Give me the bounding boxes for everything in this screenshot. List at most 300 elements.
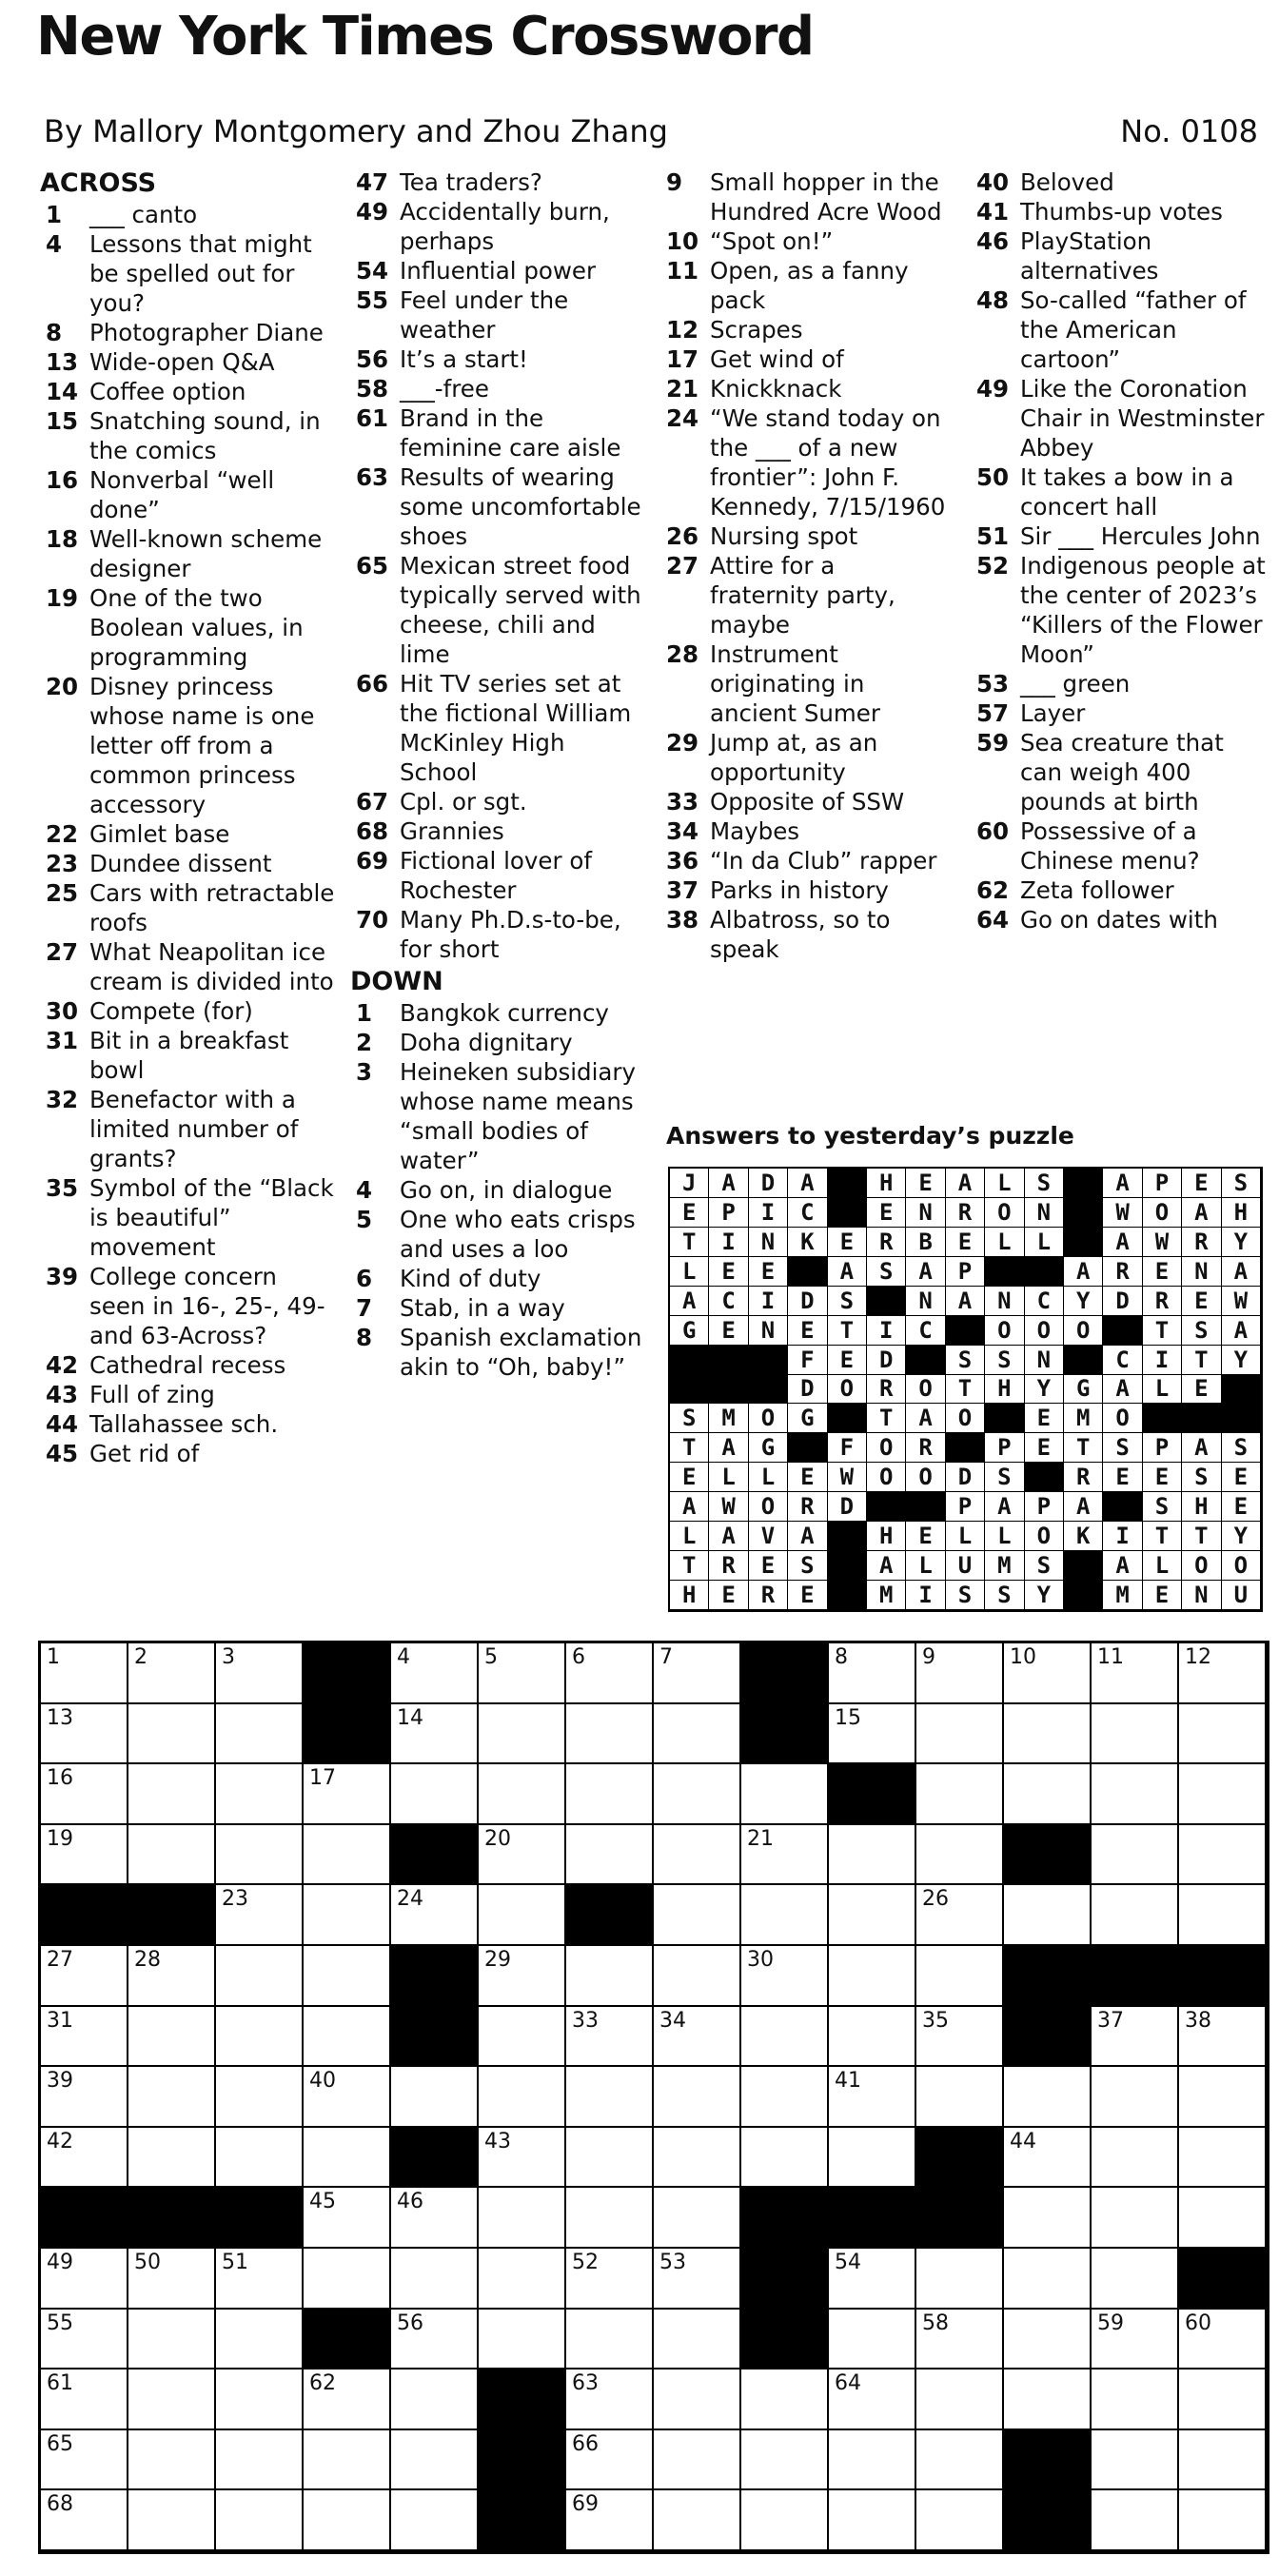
grid-cell[interactable]	[304, 2370, 391, 2430]
answer-letter-cell: D	[946, 1463, 985, 1492]
answer-letter-cell: L	[709, 1463, 748, 1492]
grid-cell[interactable]	[654, 1885, 741, 1946]
grid-cell[interactable]	[216, 2430, 304, 2491]
clue-number: 45	[46, 1440, 79, 1467]
clue-number: 63	[356, 463, 389, 491]
grid-cell[interactable]	[916, 2007, 1004, 2068]
grid-cell[interactable]	[216, 1946, 304, 2007]
clue-number: 38	[666, 906, 699, 934]
grid-cell[interactable]	[1179, 1704, 1267, 1765]
answer-letter-cell: L	[1143, 1551, 1182, 1581]
answer-letter-cell: O	[1222, 1551, 1261, 1581]
grid-cell[interactable]	[391, 2188, 479, 2249]
clue-text: Results of wearing some uncomfortable shoes	[400, 463, 641, 550]
down-clue-49	[971, 374, 1268, 462]
answer-letter-cell: S	[788, 1551, 827, 1581]
grid-cell[interactable]	[741, 2067, 829, 2128]
grid-cell[interactable]	[916, 2430, 1004, 2491]
clue-number: 1	[356, 999, 373, 1027]
grid-cell[interactable]	[1004, 1643, 1092, 1704]
answer-letter-cell: P	[946, 1257, 985, 1287]
answer-letter-cell: Y	[1025, 1581, 1064, 1610]
down-clue-59	[971, 728, 1268, 816]
down-clue-11	[660, 256, 951, 315]
grid-cell[interactable]	[1004, 2249, 1092, 2310]
grid-cell[interactable]	[479, 2007, 566, 2068]
grid-cell[interactable]	[566, 2430, 654, 2491]
grid-cell[interactable]	[1092, 2370, 1179, 2430]
answer-letter-cell: E	[867, 1198, 906, 1228]
answer-letter-cell: R	[1143, 1287, 1182, 1316]
clue-text: Accidentally burn, perhaps	[400, 198, 610, 255]
across-clue-32	[40, 1085, 335, 1173]
grid-cell[interactable]	[304, 1764, 391, 1825]
grid-cell[interactable]	[566, 1704, 654, 1765]
cell-number: 7	[659, 1645, 673, 1669]
down-clue-21	[660, 374, 951, 403]
grid-cell[interactable]	[1092, 1643, 1179, 1704]
cell-number: 53	[659, 2251, 686, 2274]
grid-cell[interactable]	[916, 1764, 1004, 1825]
grid-cell[interactable]	[1004, 2188, 1092, 2249]
clue-number: 52	[976, 552, 1010, 580]
grid-cell[interactable]	[654, 2370, 741, 2430]
cell-number: 13	[47, 1705, 73, 1730]
grid-cell[interactable]	[829, 2310, 916, 2370]
grid-cell[interactable]	[128, 2490, 216, 2551]
grid-cell[interactable]	[41, 2430, 128, 2491]
grid-cell[interactable]	[216, 2310, 304, 2370]
grid-cell[interactable]	[654, 1825, 741, 1886]
answer-letter-cell: A	[906, 1257, 945, 1287]
grid-cell[interactable]	[216, 2067, 304, 2128]
grid-cell[interactable]	[41, 1704, 128, 1765]
answer-letter-cell: I	[1103, 1522, 1142, 1551]
clue-number: 17	[666, 345, 699, 373]
across-clue-66	[350, 669, 645, 787]
grid-cell[interactable]	[829, 2128, 916, 2189]
grid-cell[interactable]	[566, 2067, 654, 2128]
grid-cell[interactable]	[1092, 1825, 1179, 1886]
answer-letter-cell: N	[1182, 1257, 1221, 1287]
grid-cell[interactable]	[304, 2249, 391, 2310]
grid-cell[interactable]	[391, 1704, 479, 1765]
grid-cell[interactable]	[41, 2128, 128, 2189]
answer-black-square	[867, 1492, 906, 1522]
clue-number: 44	[46, 1410, 79, 1438]
grid-cell[interactable]	[829, 2370, 916, 2430]
yesterday-answers-grid	[668, 1167, 1263, 1612]
grid-cell[interactable]	[304, 2007, 391, 2068]
black-square	[741, 2188, 829, 2249]
grid-cell[interactable]	[391, 2249, 479, 2310]
grid-cell[interactable]	[1092, 2188, 1179, 2249]
grid-cell[interactable]	[479, 2067, 566, 2128]
across-clue-list-continued	[350, 167, 645, 964]
answer-black-square	[985, 1404, 1024, 1433]
grid-cell[interactable]	[1179, 2490, 1267, 2551]
clue-text: Cathedral recess	[89, 1351, 286, 1379]
clue-number: 13	[46, 348, 79, 376]
down-clue-9	[660, 167, 951, 226]
grid-cell[interactable]	[916, 2370, 1004, 2430]
clue-number: 11	[666, 257, 699, 285]
answer-black-square	[709, 1375, 748, 1405]
grid-cell[interactable]	[829, 2490, 916, 2551]
answer-letter-cell: T	[1182, 1346, 1221, 1375]
grid-cell[interactable]	[654, 2128, 741, 2189]
grid-cell[interactable]	[304, 1825, 391, 1886]
answer-black-square	[1064, 1581, 1103, 1610]
clue-text: Compete (for)	[89, 997, 253, 1025]
grid-cell[interactable]	[1179, 2128, 1267, 2189]
grid-cell[interactable]	[1092, 2310, 1179, 2370]
grid-cell[interactable]	[829, 2249, 916, 2310]
grid-cell[interactable]	[916, 2249, 1004, 2310]
answer-letter-cell: O	[867, 1463, 906, 1492]
down-clue-26	[660, 521, 951, 551]
grid-cell[interactable]	[566, 1764, 654, 1825]
answer-letter-cell: H	[670, 1581, 709, 1610]
grid-cell[interactable]	[128, 2249, 216, 2310]
answer-letter-cell: A	[709, 1433, 748, 1463]
down-clue-4	[350, 1175, 645, 1205]
grid-cell[interactable]	[1179, 1643, 1267, 1704]
grid-cell[interactable]	[41, 2310, 128, 2370]
grid-cell[interactable]	[829, 1946, 916, 2007]
grid-cell[interactable]	[1092, 1764, 1179, 1825]
grid-cell[interactable]	[916, 2067, 1004, 2128]
across-clue-56	[350, 344, 645, 374]
grid-cell[interactable]	[128, 2067, 216, 2128]
cell-number: 17	[309, 1766, 336, 1791]
answer-letter-cell: C	[1103, 1346, 1142, 1375]
across-heading: ACROSS	[40, 168, 157, 198]
grid-cell[interactable]	[479, 2128, 566, 2189]
grid-cell[interactable]	[128, 1825, 216, 1886]
grid-cell[interactable]	[479, 2310, 566, 2370]
grid-cell[interactable]	[741, 1764, 829, 1825]
grid-cell[interactable]	[829, 1704, 916, 1765]
grid-cell[interactable]	[1179, 2067, 1267, 2128]
grid-cell[interactable]	[829, 1643, 916, 1704]
answer-letter-cell: H	[985, 1375, 1024, 1405]
grid-cell[interactable]	[654, 1643, 741, 1704]
grid-cell[interactable]	[41, 1643, 128, 1704]
grid-cell[interactable]	[128, 1764, 216, 1825]
grid-cell[interactable]	[654, 2188, 741, 2249]
clue-text: ___ green	[1020, 670, 1131, 698]
grid-cell[interactable]	[128, 2370, 216, 2430]
grid-cell[interactable]	[1179, 1825, 1267, 1886]
clue-text: So-called “father of the American cartoon”	[1020, 286, 1247, 373]
answer-black-square	[828, 1404, 867, 1433]
grid-cell[interactable]	[741, 2490, 829, 2551]
answer-letter-cell: A	[985, 1492, 1024, 1522]
grid-cell[interactable]	[391, 1643, 479, 1704]
grid-cell[interactable]	[304, 1885, 391, 1946]
grid-cell[interactable]	[479, 2188, 566, 2249]
grid-cell[interactable]	[304, 1946, 391, 2007]
grid-cell[interactable]	[654, 2430, 741, 2491]
grid-cell[interactable]	[566, 2007, 654, 2068]
answer-letter-cell: Y	[1222, 1228, 1261, 1257]
grid-cell[interactable]	[41, 1764, 128, 1825]
down-clue-64	[971, 905, 1268, 934]
answer-letter-cell: A	[1182, 1433, 1221, 1463]
grid-cell[interactable]	[741, 2370, 829, 2430]
answer-letter-cell: T	[670, 1228, 709, 1257]
answer-letter-cell: W	[1222, 1287, 1261, 1316]
grid-cell[interactable]	[1179, 1764, 1267, 1825]
answer-letter-cell: R	[709, 1551, 748, 1581]
grid-cell[interactable]	[1004, 2310, 1092, 2370]
answer-letter-cell: O	[1064, 1316, 1103, 1346]
grid-cell[interactable]	[391, 2370, 479, 2430]
grid-cell[interactable]	[1004, 2067, 1092, 2128]
grid-cell[interactable]	[128, 1643, 216, 1704]
grid-cell[interactable]	[128, 2310, 216, 2370]
grid-cell[interactable]	[741, 1885, 829, 1946]
answer-black-square	[867, 1287, 906, 1316]
grid-cell[interactable]	[1004, 2370, 1092, 2430]
grid-cell[interactable]	[741, 1825, 829, 1886]
grid-cell[interactable]	[1092, 1885, 1179, 1946]
grid-cell[interactable]	[479, 1946, 566, 2007]
answer-letter-cell: F	[788, 1346, 827, 1375]
grid-cell[interactable]	[216, 1643, 304, 1704]
answer-letter-cell: E	[1182, 1375, 1221, 1405]
clue-text: Stab, in a way	[400, 1294, 565, 1322]
grid-cell[interactable]	[566, 2249, 654, 2310]
answer-letter-cell: A	[1222, 1316, 1261, 1346]
cell-number: 54	[835, 2251, 861, 2274]
grid-cell[interactable]	[741, 2007, 829, 2068]
grid-cell[interactable]	[654, 1946, 741, 2007]
clue-number: 34	[666, 817, 699, 845]
grid-cell[interactable]	[1092, 2249, 1179, 2310]
grid-cell[interactable]	[916, 2310, 1004, 2370]
grid-cell[interactable]	[41, 2370, 128, 2430]
black-square	[916, 2128, 1004, 2189]
across-clue-13	[40, 347, 335, 377]
grid-cell[interactable]	[1004, 2128, 1092, 2189]
answer-letter-cell: E	[946, 1228, 985, 1257]
black-square	[391, 2007, 479, 2068]
clue-number: 62	[976, 876, 1010, 904]
cell-number: 24	[397, 1887, 423, 1912]
grid-cell[interactable]	[566, 2490, 654, 2551]
grid-cell[interactable]	[654, 2490, 741, 2551]
grid-cell[interactable]	[654, 1704, 741, 1765]
answer-letter-cell: S	[985, 1463, 1024, 1492]
grid-cell[interactable]	[216, 2007, 304, 2068]
grid-cell[interactable]	[479, 1643, 566, 1704]
grid-cell[interactable]	[916, 1946, 1004, 2007]
grid-cell[interactable]	[304, 2128, 391, 2189]
grid-cell[interactable]	[1179, 2007, 1267, 2068]
grid-cell[interactable]	[1179, 1885, 1267, 1946]
down-clue-51	[971, 521, 1268, 551]
grid-cell[interactable]	[654, 2310, 741, 2370]
grid-cell[interactable]	[654, 1764, 741, 1825]
grid-cell[interactable]	[829, 2430, 916, 2491]
down-clue-list	[350, 998, 645, 1382]
answer-letter-cell: W	[1143, 1228, 1182, 1257]
grid-cell[interactable]	[1004, 1704, 1092, 1765]
grid-cell[interactable]	[916, 1643, 1004, 1704]
grid-cell[interactable]	[1092, 1704, 1179, 1765]
cell-number: 3	[222, 1645, 235, 1669]
grid-cell[interactable]	[216, 1764, 304, 1825]
answer-letter-cell: O	[749, 1404, 788, 1433]
grid-cell[interactable]	[391, 1764, 479, 1825]
clue-text: Maybes	[710, 817, 800, 845]
answer-black-square	[670, 1375, 709, 1405]
grid-cell[interactable]	[566, 2128, 654, 2189]
answer-black-square	[1222, 1404, 1261, 1433]
grid-cell[interactable]	[741, 1946, 829, 2007]
cell-number: 55	[47, 2311, 73, 2335]
grid-cell[interactable]	[1092, 2490, 1179, 2551]
grid-cell[interactable]	[41, 1825, 128, 1886]
clue-text: Full of zing	[89, 1381, 215, 1408]
grid-cell[interactable]	[829, 2007, 916, 2068]
clue-text: Bangkok currency	[400, 999, 609, 1027]
grid-cell[interactable]	[304, 2490, 391, 2551]
grid-cell[interactable]	[1179, 2310, 1267, 2370]
answer-letter-cell: P	[1143, 1169, 1182, 1198]
grid-cell[interactable]	[829, 1825, 916, 1886]
grid-cell[interactable]	[216, 1885, 304, 1946]
answer-letter-cell: N	[906, 1287, 945, 1316]
grid-cell[interactable]	[304, 2067, 391, 2128]
grid-cell[interactable]	[1092, 2430, 1179, 2491]
grid-cell[interactable]	[216, 2249, 304, 2310]
grid-cell[interactable]	[1092, 2007, 1179, 2068]
answer-letter-cell: E	[670, 1463, 709, 1492]
answer-letter-cell: N	[906, 1198, 945, 1228]
grid-cell[interactable]	[41, 2249, 128, 2310]
grid-cell[interactable]	[741, 2128, 829, 2189]
grid-cell[interactable]	[654, 2007, 741, 2068]
grid-cell[interactable]	[566, 2310, 654, 2370]
answer-letter-cell: O	[985, 1316, 1024, 1346]
grid-cell[interactable]	[304, 2430, 391, 2491]
grid-cell[interactable]	[916, 1885, 1004, 1946]
grid-cell[interactable]	[566, 2370, 654, 2430]
grid-cell[interactable]	[391, 1885, 479, 1946]
across-clue-58	[350, 374, 645, 403]
grid-cell[interactable]	[391, 2490, 479, 2551]
grid-cell[interactable]	[654, 2249, 741, 2310]
clue-text: Gimlet base	[89, 820, 230, 848]
clue-text: Zeta follower	[1020, 876, 1174, 904]
grid-cell[interactable]	[216, 2370, 304, 2430]
across-clue-67	[350, 787, 645, 816]
answer-letter-cell: R	[749, 1581, 788, 1610]
grid-cell[interactable]	[216, 1704, 304, 1765]
grid-cell[interactable]	[41, 2067, 128, 2128]
grid-cell[interactable]	[829, 2067, 916, 2128]
grid-cell[interactable]	[1004, 1885, 1092, 1946]
answer-black-square	[1025, 1463, 1064, 1492]
grid-cell[interactable]	[128, 1946, 216, 2007]
grid-cell[interactable]	[304, 2188, 391, 2249]
grid-cell[interactable]	[391, 2310, 479, 2370]
grid-cell[interactable]	[1179, 2370, 1267, 2430]
grid-cell[interactable]	[128, 2007, 216, 2068]
grid-cell[interactable]	[1179, 2188, 1267, 2249]
answer-letter-cell: S	[1182, 1316, 1221, 1346]
grid-cell[interactable]	[566, 1825, 654, 1886]
answer-letter-cell: E	[1182, 1287, 1221, 1316]
grid-cell[interactable]	[391, 2067, 479, 2128]
grid-cell[interactable]	[566, 1946, 654, 2007]
grid-cell[interactable]	[916, 1704, 1004, 1765]
grid-cell[interactable]	[741, 2430, 829, 2491]
grid-cell[interactable]	[566, 1643, 654, 1704]
grid-cell[interactable]	[1004, 1764, 1092, 1825]
down-clue-36	[660, 846, 951, 875]
answer-letter-cell: S	[828, 1287, 867, 1316]
grid-cell[interactable]	[829, 1885, 916, 1946]
grid-cell[interactable]	[479, 1764, 566, 1825]
answer-letter-cell: R	[788, 1492, 827, 1522]
answer-letter-cell: M	[709, 1404, 748, 1433]
grid-cell[interactable]	[391, 2430, 479, 2491]
grid-cell[interactable]	[128, 2430, 216, 2491]
grid-cell[interactable]	[41, 2490, 128, 2551]
grid-cell[interactable]	[41, 1946, 128, 2007]
clue-number: 66	[356, 670, 389, 698]
grid-cell[interactable]	[1092, 2067, 1179, 2128]
grid-cell[interactable]	[479, 1704, 566, 1765]
grid-cell[interactable]	[654, 2067, 741, 2128]
answer-black-square	[906, 1346, 945, 1375]
grid-cell[interactable]	[216, 2490, 304, 2551]
black-square	[479, 2430, 566, 2491]
answer-letter-cell: L	[946, 1522, 985, 1551]
clue-number: 70	[356, 906, 389, 934]
black-square	[391, 1946, 479, 2007]
answer-letter-cell: E	[1103, 1463, 1142, 1492]
grid-cell[interactable]	[128, 1704, 216, 1765]
clue-text: Jump at, as an opportunity	[710, 729, 878, 786]
down-clue-5	[350, 1205, 645, 1264]
grid-cell[interactable]	[479, 2249, 566, 2310]
clue-column-3	[660, 167, 951, 964]
grid-cell[interactable]	[916, 2490, 1004, 2551]
answer-letter-cell: S	[1143, 1492, 1182, 1522]
grid-cell[interactable]	[1092, 2128, 1179, 2189]
answer-letter-cell: I	[709, 1228, 748, 1257]
clue-column-4	[971, 167, 1268, 934]
grid-cell[interactable]	[479, 1825, 566, 1886]
grid-cell[interactable]	[216, 1825, 304, 1886]
grid-cell[interactable]	[1179, 2430, 1267, 2491]
answer-letter-cell: E	[906, 1522, 945, 1551]
grid-cell[interactable]	[566, 2188, 654, 2249]
grid-cell[interactable]	[479, 1885, 566, 1946]
grid-cell[interactable]	[41, 2007, 128, 2068]
clue-text: One of the two Boolean values, in programming	[89, 584, 304, 671]
clue-number: 50	[976, 463, 1010, 491]
clue-text: Photographer Diane	[89, 319, 324, 346]
grid-cell[interactable]	[128, 2128, 216, 2189]
grid-cell[interactable]	[216, 2128, 304, 2189]
grid-cell[interactable]	[916, 1825, 1004, 1886]
